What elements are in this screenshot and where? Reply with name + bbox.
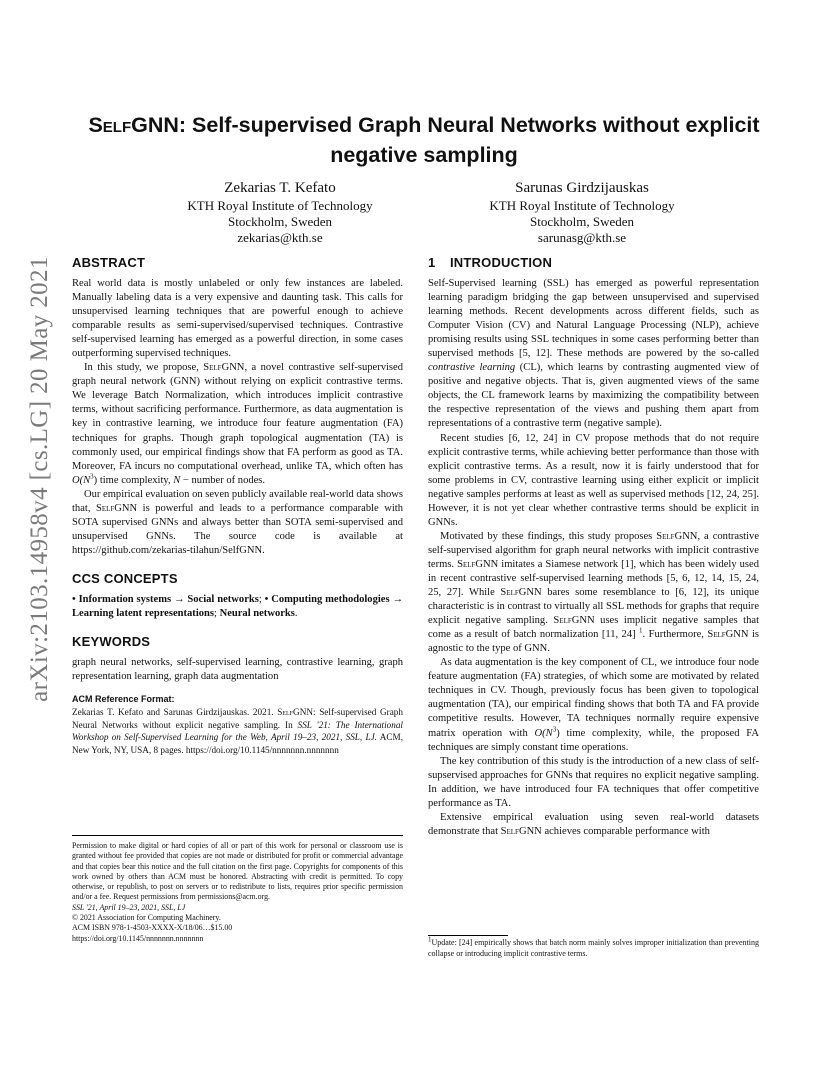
author-name: Sarunas Girdzijauskas [515, 180, 649, 196]
intro-paragraph-6: Extensive empirical evaluation using seven real-world datasets demonstrate that SelfGNN achieves comparable performance with [428, 811, 759, 837]
intro-paragraph-1: Self-Supervised learning (SSL) has emerged as powerful representation learning paradigm bridging the gap between unsupervised and supervised learning methods. Recent developments across different fields, such as Computer Vision (CV) and Natural Language Processing (NLP), achieve promising results using SSL techniques in some cases performing better than supervised methods [5, 12]. These methods are powered by the so-called contrastive learning (CL), which learns by contrasting augmented view of positive and negative objects. That is, given augmented views of the same objects, the CL framework learns by maximizing the compatibility between the respective representation of the views and pushing them apart from representations of a contrastive term (negative sample). [428, 278, 759, 430]
abstract-heading: ABSTRACT [72, 255, 146, 270]
author-email: sarunasg@kth.se [537, 230, 627, 245]
author-affiliation: KTH Royal Institute of Technology [187, 198, 373, 213]
author-block-2 [412, 178, 752, 246]
paper-title: SelfGNN: Self-supervised Graph Neural Networks without explicit negative sampling [88, 113, 760, 167]
ccs-heading: CCS CONCEPTS [72, 570, 178, 586]
isbn-line: ACM ISBN 978-1-4503-XXXX-X/18/06…$15.00 [72, 923, 233, 933]
ccs-concepts: • Information systems → Social networks; • Computing methodologies → Learning latent representations; Neural networks. [72, 593, 403, 619]
author-location: Stockholm, Sweden [530, 214, 634, 229]
acm-reference-text: Zekarias T. Kefato and Sarunas Girdzijauskas. 2021. SelfGNN: Self-supervised Graph Neural Networks without explicit negative sampling. In SSL '21: The International Workshop on Self-Supervised Learning for the Web, April 19–23, 2021, SSL, LJ. ACM, New York, NY, USA, 8 pages. https://doi.org/10.1145/nnnnnnn.nnnnnnn [72, 707, 403, 755]
author-email: zekarias@kth.se [237, 230, 323, 245]
permission-block [72, 841, 403, 944]
permission-text: Permission to make digital or hard copies of all or part of this work for personal or classroom use is granted without fee provided that copies are not made or distributed for profit or commercial advantage and that copies bear this notice and the full citation on the first page. Copyrights for components of this work owned by others than ACM must be honored. Abstracting with credit is permitted. To copy otherwise, or republish, to post on servers or to redistribute to lists, requires prior specific permission and/or a fee. Request permissions from permissions@acm.org. [72, 841, 403, 902]
doi-line: https://doi.org/10.1145/nnnnnnn.nnnnnnn [72, 933, 204, 943]
arxiv-identifier-text: arXiv:2103.14958v4 [cs.LG] 20 May 2021 [26, 256, 53, 702]
author-location: Stockholm, Sweden [228, 214, 332, 229]
footnote-marker: 1 [639, 626, 643, 635]
copyright-line: © 2021 Association for Computing Machinery. [72, 913, 221, 923]
author-name: Zekarias T. Kefato [224, 180, 336, 196]
abstract-paragraph-2: In this study, we propose, SelfGNN, a novel contrastive self-supervised graph neural network (GNN) without relying on explicit contrastive terms. We leverage Batch Normalization, which introduces implicit contrastive terms, without sacrificing performance. Furthermore, as data augmentation is key in contrastive learning, we introduce four feature augmentation (FA) techniques for graphs. Though graph topological augmentation (TA) is commonly used, our empirical findings show that FA perform as good as TA. Moreover, FA incurs no computational overhead, unlike TA, which often has $O(N^3)$ time complexity, N − number of nodes. [72, 362, 403, 486]
acm-reference-heading: ACM Reference Format: [72, 694, 175, 705]
intro-paragraph-2: Recent studies [6, 12, 24] in CV propose methods that do not require explicit contrastive terms, while achieving better performance than those with explicit contrastive terms. As a result, now it is fairly understood that for some problems in CV, contrastive learning using either explicit or implicit negative samples performs at least as well as supervised methods [12, 24, 25]. However, it is not yet clear whether contrastive terms should be explicit in GNNs. [428, 432, 759, 528]
permission-rule [72, 835, 403, 836]
introduction-heading: 1 INTRODUCTION [428, 255, 553, 270]
author-affiliation: KTH Royal Institute of Technology [489, 198, 675, 213]
arxiv-identifier [20, 256, 60, 702]
conference-line: SSL '21, April 19–23, 2021, SSL, LJ [72, 902, 186, 912]
keywords-text: graph neural networks, self-supervised learning, contrastive learning, graph representation learning, graph data augmentation [72, 657, 403, 683]
footnote-rule [428, 935, 508, 936]
left-column [72, 254, 403, 756]
intro-paragraph-4: As data augmentation is the key component of CL, we introduce four node feature augmentation (FA) strategies, of which some are motivated by related techniques in CV. Though, previously focus has been given to topological augmentation (TA), our empirical finding shows that both TA and FA provide competitive results. However, TA techniques normally require expensive matrix operation with $O(N^3)$ time complexity, while, the proposed FA techniques are simply constant time operations. [428, 657, 759, 753]
intro-paragraph-3: Motivated by these findings, this study proposes SelfGNN, a contrastive self-supervised algorithm for graph neural networks with implicit contrastive terms. SelfGNN imitates a Siamese network [1], which has been widely used in recent contrastive self-supervised learning methods [5, 6, 12, 14, 15, 24, 25, 27]. While SelfGNN bares some resemblance to [6, 12], its unique characteristic is in contrast to virtually all SSL methods for graphs that require explicit negative sampling. SelfGNN uses implicit negative samples that come as a result of batch normalization [11, 24] $^1$. Furthermore, SelfGNN is agnostic to the type of GNN. [428, 530, 760, 655]
right-column [428, 254, 759, 839]
abstract-paragraph-3: Our empirical evaluation on seven publicly available real-world data shows that, SelfGNN is powerful and leads to a performance comparable with SOTA supervised GNNs and always better than SOTA semi-supervised and unsupervised GNNs. The source code is available at https://github.com/zekarias-tilahun/SelfGNN. [72, 488, 403, 556]
abstract-paragraph-1: Real world data is mostly unlabeled or only few instances are labeled. Manually labeling data is a very expensive and daunting task. This calls for unsupervised learning techniques that are powerful enough to achieve comparable results as semi-supervised/supervised techniques. Contrastive self-supervised learning has emerged as a powerful direction, in some cases outperforming supervised techniques. [72, 278, 403, 360]
keywords-heading: KEYWORDS [72, 634, 151, 650]
author-block-1 [110, 178, 450, 246]
footnote: $^1$Update: [24] empirically shows that batch norm mainly solves improper initialization than preventing collapse or introducing implicit contrastive terms. [428, 935, 759, 958]
intro-paragraph-5: The key contribution of this study is the introduction of a new class of self-supservised approaches for GNNs that requires no explicit negative sampling. In addition, we have introduced four FA techniques that offer competitive performance as TA. [428, 755, 759, 809]
